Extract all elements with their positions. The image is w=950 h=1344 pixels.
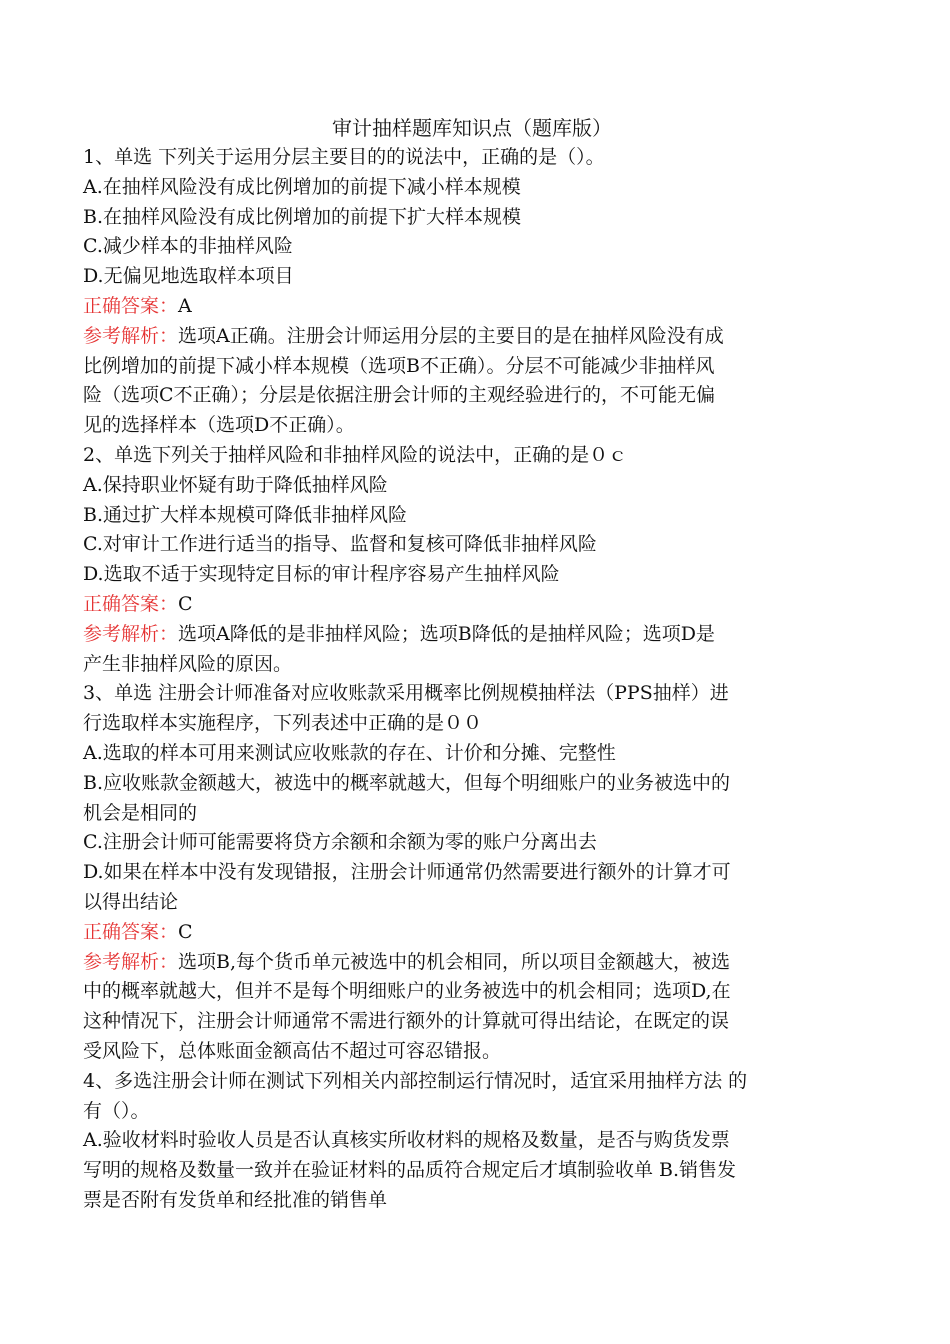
line-text: 中的概率就越大，但并不是每个明细账户的业务被选中的机会相同；选项D,在: [83, 980, 731, 1003]
answer-label: 正确答案：: [83, 294, 179, 317]
text-line: [83, 1186, 855, 1216]
answer-label: 正确答案：: [83, 920, 179, 943]
line-text: 3、单选 注册会计师准备对应收账款采用概率比例规模抽样法（PPS抽样）进: [83, 682, 729, 705]
line-text: 见的选择样本（选项D不正确）。: [83, 414, 355, 437]
line-text: 选项A正确。注册会计师运用分层的主要目的是在抽样风险没有成: [178, 324, 724, 347]
line-text: A: [178, 294, 192, 317]
line-text: D.如果在样本中没有发现错报，注册会计师通常仍然需要进行额外的计算才可: [83, 861, 731, 884]
line-text: 险（选项C不正确）；分层是依据注册会计师的主观经验进行的，不可能无偏: [83, 384, 716, 407]
line-text: C.对审计工作进行适当的指导、监督和复核可降低非抽样风险: [83, 533, 597, 556]
text-line: [83, 262, 855, 292]
text-line: [83, 858, 855, 888]
line-text: 选项A降低的是非抽样风险；选项B降低的是抽样风险；选项D是: [178, 622, 715, 645]
text-line: [83, 1007, 855, 1037]
labeled-line: [83, 292, 855, 322]
line-text: 行选取样本实施程序，下列表述中正确的是００: [83, 712, 483, 735]
text-line: [83, 709, 855, 739]
line-text: A.在抽样风险没有成比例增加的前提下减小样本规模: [83, 175, 521, 198]
labeled-line: [83, 620, 855, 650]
text-line: [83, 769, 855, 799]
line-text: 受风险下，总体账面金额高估不超过可容忍错报。: [83, 1039, 502, 1062]
line-text: A.验收材料时验收人员是否认真核实所收材料的规格及数量，是否与购货发票: [83, 1129, 730, 1152]
labeled-line: [83, 918, 855, 948]
text-line: [83, 1156, 855, 1186]
line-text: 选项B,每个货币单元被选中的机会相同，所以项目金额越大，被选: [178, 950, 731, 973]
text-line: [83, 352, 855, 382]
text-line: [83, 501, 855, 531]
line-text: D.选取不适于实现特定目标的审计程序容易产生抽样风险: [83, 563, 560, 586]
text-line: [83, 1037, 855, 1067]
line-text: 产生非抽样风险的原因。: [83, 652, 293, 675]
document-title: 审计抽样题库知识点（题库版）: [332, 116, 612, 140]
labeled-line: [83, 948, 855, 978]
line-text: B.通过扩大样本规模可降低非抽样风险: [83, 503, 408, 526]
line-text: 有（）。: [83, 1099, 150, 1122]
text-line: [83, 441, 855, 471]
text-line: [83, 471, 855, 501]
text-line: [83, 232, 855, 262]
line-text: A.保持职业怀疑有助于降低抽样风险: [83, 473, 388, 496]
line-text: C: [178, 920, 193, 943]
line-text: 1、单选 下列关于运用分层主要目的的说法中，正确的是（）。: [83, 146, 605, 168]
text-line: [83, 173, 855, 203]
line-text: A.选取的样本可用来测试应收账款的存在、计价和分摊、完整性: [83, 741, 616, 764]
line-text: 票是否附有发货单和经批准的销售单: [83, 1188, 388, 1211]
document-page: [83, 114, 855, 1216]
text-line: [83, 650, 855, 680]
line-text: 写明的规格及数量一致并在验证材料的品质符合规定后才填制验收单 B.销售发: [83, 1159, 737, 1182]
text-line: [83, 530, 855, 560]
text-line: [83, 739, 855, 769]
line-text: C.注册会计师可能需要将贷方余额和余额为零的账户分离出去: [83, 831, 597, 854]
text-line: [83, 977, 855, 1007]
line-text: B.在抽样风险没有成比例增加的前提下扩大样本规模: [83, 205, 522, 228]
labeled-line: [83, 590, 855, 620]
text-line: [83, 799, 855, 829]
line-text: C.减少样本的非抽样风险: [83, 235, 293, 258]
answer-label: 正确答案：: [83, 592, 179, 615]
line-text: 机会是相同的: [83, 801, 198, 824]
text-line: [83, 381, 855, 411]
line-text: 这种情况下，注册会计师通常不需进行额外的计算就可得出结论，在既定的误: [83, 1010, 730, 1033]
line-text: 4、多选注册会计师在测试下列相关内部控制运行情况时，适宜采用抽样方法 的: [83, 1069, 748, 1092]
line-text: 以得出结论: [83, 890, 179, 913]
line-text: 2、单选下列关于抽样风险和非抽样风险的说法中，正确的是０ｃ: [83, 443, 628, 466]
text-line: [83, 679, 855, 709]
text-line: [83, 828, 855, 858]
text-line: [83, 560, 855, 590]
line-text: B.应收账款金额越大，被选中的概率就越大，但每个明细账户的业务被选中的: [83, 771, 731, 794]
line-text: 比例增加的前提下减小样本规模（选项B不正确）。分层不可能减少非抽样风: [83, 354, 715, 377]
text-line: [83, 411, 855, 441]
text-line: [83, 888, 855, 918]
labeled-line: [83, 322, 855, 352]
answer-label: 参考解析：: [83, 622, 179, 645]
line-text: D.无偏见地选取样本项目: [83, 265, 294, 288]
text-line: [83, 143, 855, 173]
answer-label: 参考解析：: [83, 324, 179, 347]
text-line: [83, 1097, 855, 1127]
line-text: C: [178, 592, 193, 615]
text-line: [83, 1126, 855, 1156]
answer-label: 参考解析：: [83, 950, 179, 973]
document-body: [83, 143, 855, 1216]
text-line: [83, 203, 855, 233]
text-line: [83, 1067, 855, 1097]
